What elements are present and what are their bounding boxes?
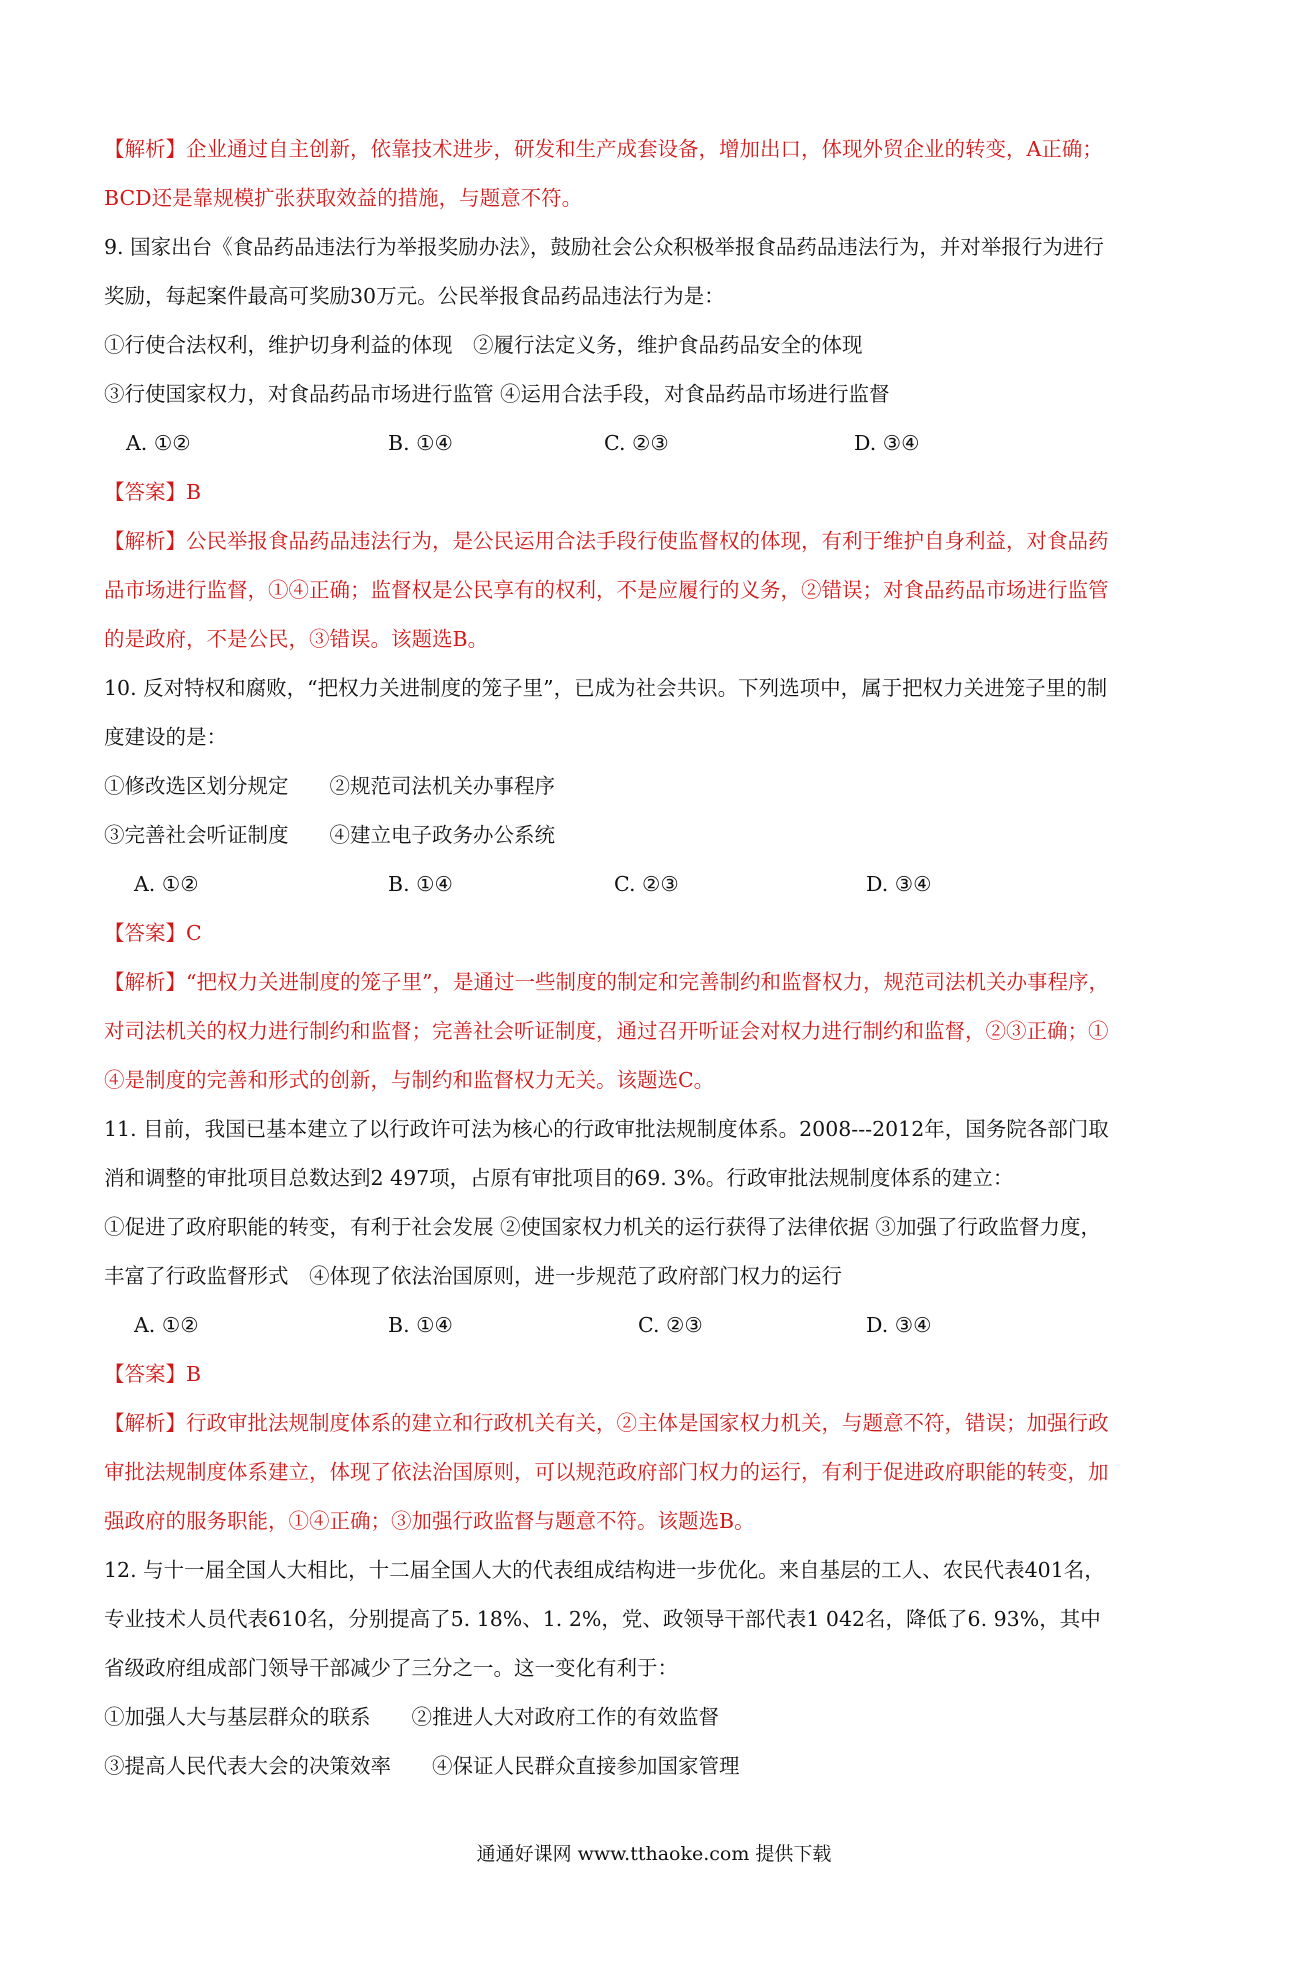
q11-analysis-line-3: 强政府的服务职能，①④正确；③加强行政监督与题意不符。该题选B。 xyxy=(104,1509,755,1533)
q10-option-b: B. ①④ xyxy=(388,872,453,896)
q9-option-d: D. ③④ xyxy=(854,431,920,455)
q8-analysis-line-2: BCD还是靠规模扩张获取效益的措施，与题意不符。 xyxy=(104,186,583,210)
q11-options xyxy=(104,1310,1204,1340)
q10-options xyxy=(104,869,1204,899)
q9-choice-line-1: ①行使合法权利，维护切身利益的体现 ②履行法定义务，维护食品药品安全的体现 xyxy=(104,333,863,357)
q12-stem-line-3: 省级政府组成部门领导干部减少了三分之一。这一变化有利于： xyxy=(104,1656,678,1680)
q9-analysis-line-2: 品市场进行监督，①④正确；监督权是公民享有的权利，不是应履行的义务，②错误；对食品药品市场进行监管 xyxy=(104,578,1109,602)
q11-option-b: B. ①④ xyxy=(388,1313,453,1337)
q10-answer: 【答案】C xyxy=(104,921,202,945)
q10-choice-line-2: ③完善社会听证制度 ④建立电子政务办公系统 xyxy=(104,823,555,847)
q10-analysis-line-1: 【解析】“把权力关进制度的笼子里”，是通过一些制度的制定和完善制约和监督权力，规范司法机关办事程序， xyxy=(104,970,1109,994)
q9-stem-line-2: 奖励，每起案件最高可奖励30万元。公民举报食品药品违法行为是： xyxy=(104,284,725,308)
q11-choice-line-1: ①促进了政府职能的转变，有利于社会发展 ②使国家权力机关的运行获得了法律依据 ③加强了行政监督力度， xyxy=(104,1215,1102,1239)
q10-stem-line-1: 10. 反对特权和腐败，“把权力关进制度的笼子里”，已成为社会共识。下列选项中，属于把权力关进笼子里的制 xyxy=(104,676,1108,700)
q10-analysis-line-2: 对司法机关的权力进行制约和监督；完善社会听证制度，通过召开听证会对权力进行制约和监督，②③正确；① xyxy=(104,1019,1109,1043)
q12-stem-line-1: 12. 与十一届全国人大相比，十二届全国人大的代表组成结构进一步优化。来自基层的工人、农民代表401名， xyxy=(104,1558,1105,1582)
q11-answer: 【答案】B xyxy=(104,1362,202,1386)
q11-analysis-line-1: 【解析】行政审批法规制度体系的建立和行政机关有关，②主体是国家权力机关，与题意不符，错误；加强行政 xyxy=(104,1411,1109,1435)
q11-option-c: C. ②③ xyxy=(638,1313,703,1337)
q9-option-a: A. ①② xyxy=(126,431,191,455)
q10-option-a: A. ①② xyxy=(134,872,199,896)
q9-option-b: B. ①④ xyxy=(388,431,453,455)
q11-choice-line-2: 丰富了行政监督形式 ④体现了依法治国原则，进一步规范了政府部门权力的运行 xyxy=(104,1264,842,1288)
q10-option-c: C. ②③ xyxy=(614,872,679,896)
q12-choice-line-1: ①加强人大与基层群众的联系 ②推进人大对政府工作的有效监督 xyxy=(104,1705,719,1729)
q9-options xyxy=(104,428,1204,458)
q12-choice-line-2: ③提高人民代表大会的决策效率 ④保证人民群众直接参加国家管理 xyxy=(104,1754,740,1778)
q10-stem-line-2: 度建设的是： xyxy=(104,725,227,749)
q11-stem-line-2: 消和调整的审批项目总数达到2 497项，占原有审批项目的69. 3%。行政审批法规制度体系的建立： xyxy=(104,1166,1014,1190)
q10-option-d: D. ③④ xyxy=(866,872,932,896)
q11-stem-line-1: 11. 目前，我国已基本建立了以行政许可法为核心的行政审批法规制度体系。2008---2012年，国务院各部门取 xyxy=(104,1117,1109,1141)
q10-analysis-line-3: ④是制度的完善和形式的创新，与制约和监督权力无关。该题选C。 xyxy=(104,1068,715,1092)
q9-stem-line-1: 9. 国家出台《食品药品违法行为举报奖励办法》，鼓励社会公众积极举报食品药品违法行为，并对举报行为进行 xyxy=(104,235,1104,259)
q9-analysis-line-3: 的是政府，不是公民，③错误。该题选B。 xyxy=(104,627,489,651)
page-footer: 通通好课网 www.tthaoke.com 提供下载 xyxy=(476,1843,832,1865)
q12-stem-line-2: 专业技术人员代表610名，分别提高了5. 18%、1. 2%，党、政领导干部代表1 042名，降低了6. 93%，其中 xyxy=(104,1607,1101,1631)
q9-analysis-line-1: 【解析】公民举报食品药品违法行为，是公民运用合法手段行使监督权的体现，有利于维护自身利益，对食品药 xyxy=(104,529,1109,553)
q11-option-a: A. ①② xyxy=(134,1313,199,1337)
q9-answer: 【答案】B xyxy=(104,480,202,504)
q11-option-d: D. ③④ xyxy=(866,1313,932,1337)
q9-option-c: C. ②③ xyxy=(604,431,669,455)
q8-analysis-line-1: 【解析】企业通过自主创新，依靠技术进步，研发和生产成套设备，增加出口，体现外贸企业的转变，A正确； xyxy=(104,137,1103,161)
q9-choice-line-2: ③行使国家权力，对食品药品市场进行监管 ④运用合法手段，对食品药品市场进行监督 xyxy=(104,382,890,406)
q10-choice-line-1: ①修改选区划分规定 ②规范司法机关办事程序 xyxy=(104,774,555,798)
q11-analysis-line-2: 审批法规制度体系建立，体现了依法治国原则，可以规范政府部门权力的运行，有利于促进政府职能的转变，加 xyxy=(104,1460,1109,1484)
